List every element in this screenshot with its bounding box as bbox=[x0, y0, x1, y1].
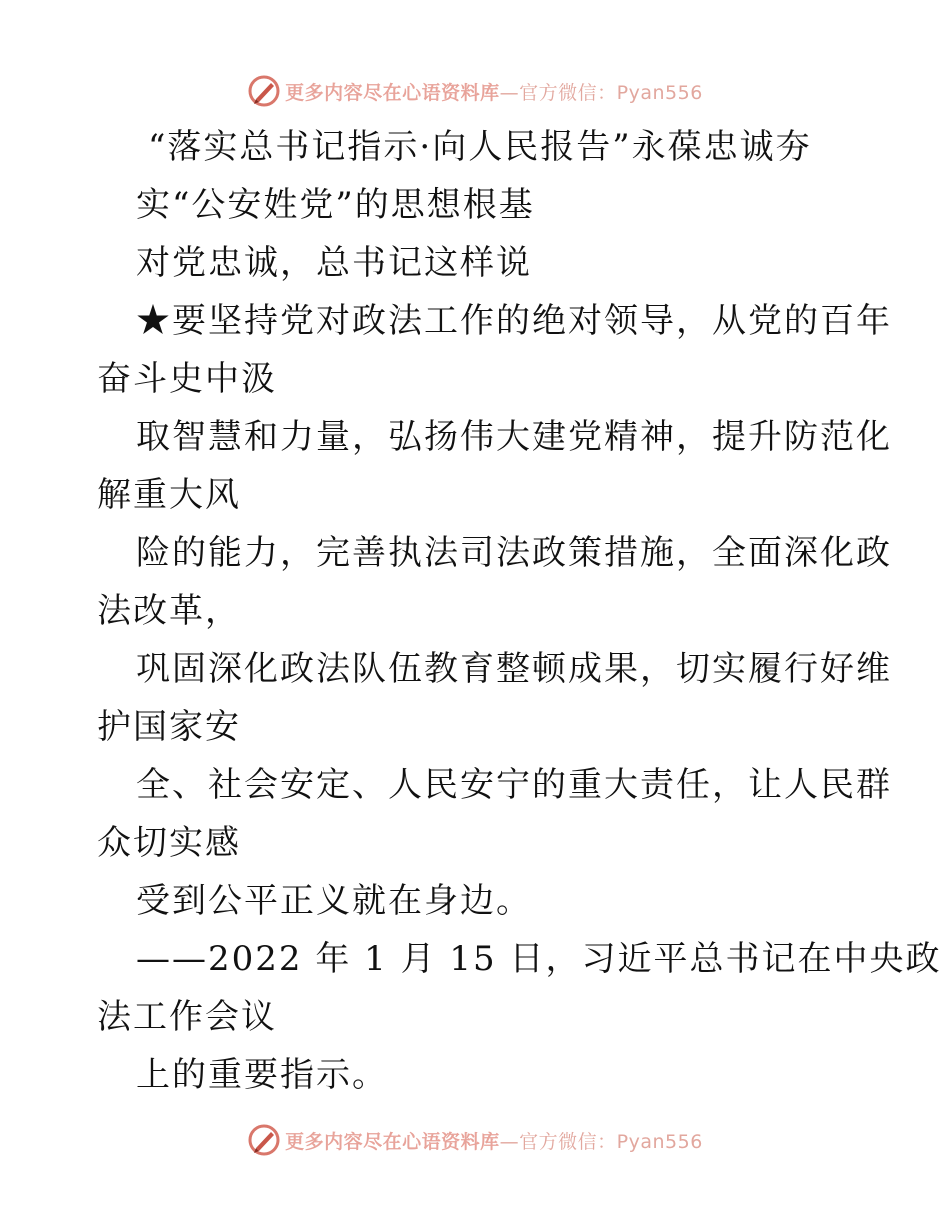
paragraph-line: 解重大风 bbox=[97, 475, 241, 515]
pen-circle-logo-icon bbox=[247, 1123, 281, 1157]
watermark-brand: 更多内容尽在心语资料库 bbox=[285, 81, 500, 104]
watermark-contact: —官方微信：Pyan556 bbox=[499, 81, 703, 104]
paragraph-line: 险的能力，完善执法司法政策措施，全面深化政 bbox=[136, 533, 892, 573]
paragraph-line: 全、社会安定、人民安宁的重大责任，让人民群 bbox=[136, 765, 892, 805]
paragraph-line: 护国家安 bbox=[97, 707, 241, 747]
title-line-2: 实“公安姓党”的思想根基 bbox=[136, 185, 535, 225]
attribution-line: 法工作会议 bbox=[97, 997, 277, 1037]
watermark-text bbox=[285, 1127, 703, 1154]
header-watermark bbox=[0, 71, 950, 111]
paragraph-line: 法改革， bbox=[97, 591, 241, 631]
pen-circle-logo-icon bbox=[247, 74, 281, 108]
footer-watermark bbox=[0, 1120, 950, 1160]
title-line-1: “落实总书记指示·向人民报告”永葆忠诚夯 bbox=[148, 127, 812, 167]
attribution-line: ——2022 年 1 月 15 日，习近平总书记在中央政 bbox=[136, 939, 942, 979]
paragraph-line: 众切实感 bbox=[97, 823, 241, 863]
attribution-line: 上的重要指示。 bbox=[136, 1055, 388, 1095]
paragraph-line: 受到公平正义就在身边。 bbox=[136, 881, 532, 921]
watermark-contact: —官方微信：Pyan556 bbox=[499, 1130, 703, 1153]
paragraph-line: 巩固深化政法队伍教育整顿成果，切实履行好维 bbox=[136, 649, 892, 689]
paragraph-line: ★要坚持党对政法工作的绝对领导，从党的百年 bbox=[136, 301, 892, 341]
watermark-brand: 更多内容尽在心语资料库 bbox=[285, 1130, 500, 1153]
watermark-text bbox=[285, 78, 703, 105]
section-heading: 对党忠诚，总书记这样说 bbox=[136, 243, 532, 283]
paragraph-line: 奋斗史中汲 bbox=[97, 359, 277, 399]
paragraph-line: 取智慧和力量，弘扬伟大建党精神，提升防范化 bbox=[136, 417, 892, 457]
